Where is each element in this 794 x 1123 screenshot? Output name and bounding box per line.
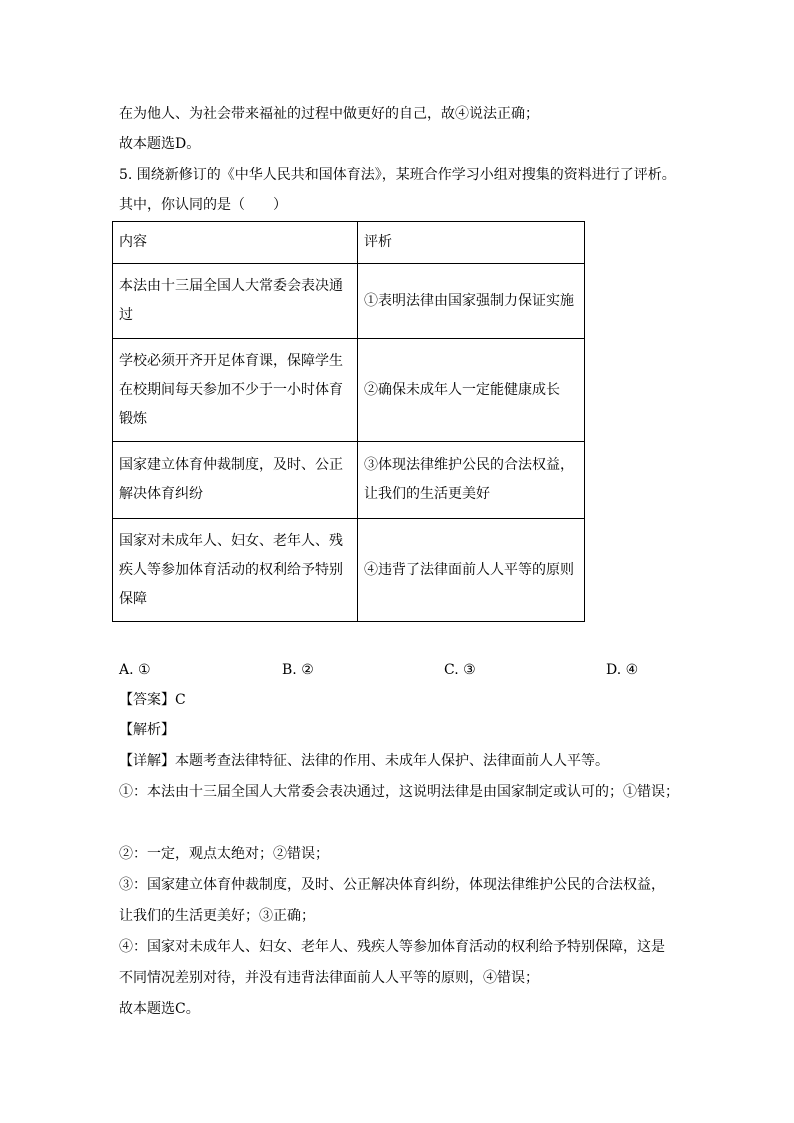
option-c: C. ③: [444, 662, 476, 678]
option-d: D. ④: [606, 662, 639, 678]
table-cell-content: 学校必须开齐开足体育课，保障学生在校期间每天参加不少于一小时体育锻炼: [113, 339, 358, 442]
table-header-cell: 评析: [358, 222, 585, 264]
table-cell-content: 国家建立体育仲裁制度，及时、公正解决体育纠纷: [113, 442, 358, 519]
prev-answer-conclusion: 故本题选D。: [119, 136, 201, 152]
table-cell-evaluation: ③体现法律维护公民的合法权益，让我们的生活更美好: [358, 442, 585, 519]
question-stem: 5. 围绕新修订的《中华人民共和国体育法》，某班合作学习小组对搜集的资料进行了评析。: [119, 167, 676, 183]
evaluation-table: [112, 221, 585, 622]
table-row: [113, 339, 585, 442]
question-prompt: 其中，你认同的是（ ）: [119, 197, 287, 213]
table-cell-evaluation: ②确保未成年人一定能健康成长: [358, 339, 585, 442]
detail-point-3: ③：国家建立体育仲裁制度，及时、公正解决体育纠纷，体现法律维护公民的合法权益，: [119, 877, 665, 893]
table-cell-content: 本法由十三届全国人大常委会表决通过: [113, 264, 358, 339]
detail-point-4-cont: 不同情况差别对待，并没有违背法律面前人人平等的原则，④错误；: [119, 970, 539, 986]
detail-point-2: ②：一定，观点太绝对；②错误；: [119, 846, 329, 862]
detail-point-1: ①：本法由十三届全国人大常委会表决通过，这说明法律是由国家制定或认可的；①错误；: [119, 784, 679, 800]
detail-intro: 【详解】本题考查法律特征、法律的作用、未成年人保护、法律面前人人平等。: [119, 753, 609, 769]
table-header-row: [113, 222, 585, 264]
detail-point-3-cont: 让我们的生活更美好；③正确；: [119, 908, 315, 924]
option-a: A. ①: [119, 662, 151, 678]
prev-answer-line: 在为他人、为社会带来福祉的过程中做更好的自己，故④说法正确；: [119, 106, 539, 122]
table-cell-content: 国家对未成年人、妇女、老年人、残疾人等参加体育活动的权利给予特别保障: [113, 519, 358, 622]
table-row: [113, 519, 585, 622]
table-row: [113, 442, 585, 519]
table-cell-evaluation: ④违背了法律面前人人平等的原则: [358, 519, 585, 622]
table-cell-evaluation: ①表明法律由国家强制力保证实施: [358, 264, 585, 339]
option-b: B. ②: [282, 662, 314, 678]
final-conclusion: 故本题选C。: [119, 1001, 200, 1017]
answer-line: 【答案】C: [119, 692, 186, 708]
detail-point-4: ④：国家对未成年人、妇女、老年人、残疾人等参加体育活动的权利给予特别保障，这是: [119, 939, 665, 955]
table-row: [113, 264, 585, 339]
analysis-heading: 【解析】: [119, 722, 175, 738]
table-header-cell: 内容: [113, 222, 358, 264]
